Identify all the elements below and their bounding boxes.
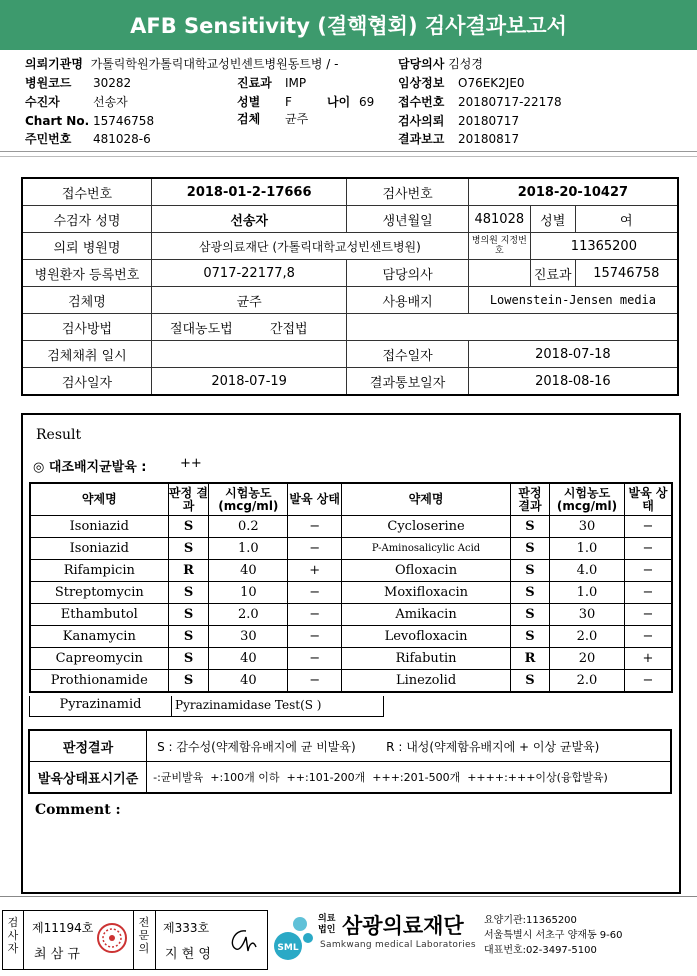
hdr-value: 김성경 bbox=[448, 57, 483, 71]
judgement: S bbox=[510, 538, 549, 560]
pza-result: Pyrazinamidase Test(S ) bbox=[175, 698, 322, 712]
hdr-label: 수진자 bbox=[25, 95, 60, 109]
hdr-value: O76EK2JE0 bbox=[458, 76, 525, 90]
legal-prefix: 의료법인 bbox=[318, 914, 336, 935]
empty-cell bbox=[347, 314, 678, 341]
cell-label: 담당의사 bbox=[347, 260, 468, 287]
sml-logo-icon bbox=[270, 912, 316, 962]
concentration: 40 bbox=[209, 648, 288, 670]
drug-name: P-Aminosalicylic Acid bbox=[342, 538, 511, 560]
cell-label: 사용배지 bbox=[347, 287, 468, 314]
hdr-label: 주민번호 bbox=[25, 132, 72, 146]
growth: − bbox=[624, 626, 672, 648]
inspector-label: 검사자 bbox=[7, 916, 19, 955]
growth-text: -:균비발육 +:100개 이하 ++:101-200개 +++:201-500개 ++++:+++이상(융합발육) bbox=[147, 762, 671, 794]
growth: − bbox=[288, 670, 342, 693]
date-of-birth: 481028 bbox=[468, 206, 530, 233]
hdr-label: 담당의사 bbox=[398, 57, 445, 71]
test-method bbox=[151, 314, 346, 341]
concentration: 30 bbox=[550, 604, 625, 626]
hdr-value: 69 bbox=[359, 95, 375, 109]
drug-name: Moxifloxacin bbox=[342, 582, 511, 604]
table-row bbox=[30, 604, 672, 626]
notify-date: 2018-08-16 bbox=[468, 368, 678, 396]
hdr-value: 481028-6 bbox=[93, 132, 151, 146]
judgement: S bbox=[510, 516, 549, 538]
hdr-value: IMP bbox=[285, 76, 307, 90]
hdr-label: 임상정보 bbox=[398, 76, 445, 90]
cell-label: 의뢰 병원명 bbox=[22, 233, 151, 260]
method-absolute: 절대농도법 bbox=[169, 321, 233, 337]
patient-sex: 여 bbox=[575, 206, 678, 233]
doctor-cell bbox=[156, 911, 266, 969]
hdr-value: 20180717-22178 bbox=[458, 95, 562, 109]
pza-row bbox=[29, 696, 384, 717]
doctor-label-cell bbox=[134, 911, 156, 969]
hdr-value: 15746758 bbox=[93, 114, 155, 128]
header-row-2b bbox=[237, 76, 306, 91]
concentration: 0.2 bbox=[209, 516, 288, 538]
header-row-5c bbox=[398, 132, 519, 147]
cell-label: 접수일자 bbox=[347, 341, 468, 368]
growth-label: 발육상태표시기준 bbox=[29, 762, 147, 794]
judgement: S bbox=[168, 604, 209, 626]
col-header: 판정 결과 bbox=[168, 483, 209, 516]
hospital-code: 11365200 bbox=[530, 233, 678, 260]
concentration: 2.0 bbox=[550, 670, 625, 693]
table-row bbox=[30, 560, 672, 582]
cell-label: 검사방법 bbox=[22, 314, 151, 341]
cell-label: 접수번호 bbox=[22, 178, 151, 206]
header-row-2a bbox=[25, 76, 131, 91]
growth: − bbox=[624, 560, 672, 582]
judgement: S bbox=[168, 582, 209, 604]
growth: − bbox=[288, 516, 342, 538]
hdr-value: 20180717 bbox=[458, 114, 520, 128]
header-divider bbox=[0, 156, 697, 157]
control-label: ◎ 대조배지균발육 : bbox=[33, 460, 147, 475]
drug-name: Amikacin bbox=[342, 604, 511, 626]
growth: − bbox=[624, 582, 672, 604]
cell-label: 생년월일 bbox=[347, 206, 468, 233]
org-name: 삼광의료재단 bbox=[342, 914, 464, 938]
growth: + bbox=[624, 648, 672, 670]
hdr-label: 검체 bbox=[237, 112, 261, 126]
table-row bbox=[30, 538, 672, 560]
drug-name: Capreomycin bbox=[30, 648, 168, 670]
col-header: 시험농도 (mcg/ml) bbox=[209, 483, 288, 516]
col-header: 시험농도 (mcg/ml) bbox=[550, 483, 625, 516]
col-header: 발육 상태 bbox=[288, 483, 342, 516]
concentration: 20 bbox=[550, 648, 625, 670]
concentration: 10 bbox=[209, 582, 288, 604]
collection-date bbox=[151, 341, 346, 368]
cell-label: 병의원 지정번호 bbox=[468, 233, 530, 260]
col-header: 약제명 bbox=[30, 483, 168, 516]
hdr-label: 나이 bbox=[327, 95, 351, 109]
table-row bbox=[30, 516, 672, 538]
drug-name: Isoniazid bbox=[30, 516, 168, 538]
received-date: 2018-07-18 bbox=[468, 341, 678, 368]
judgement: S bbox=[510, 670, 549, 693]
cell-label: 수검자 성명 bbox=[22, 206, 151, 233]
signature-box bbox=[2, 910, 268, 970]
department: 15746758 bbox=[575, 260, 678, 287]
org-address: 서울특별시 서초구 양재동 9-60 bbox=[484, 930, 623, 941]
hdr-value: 가톨릭학원가톨릭대학교성빈센트병원 bbox=[90, 57, 288, 71]
col-header: 약제명 bbox=[342, 483, 511, 516]
col-header: 판정 결과 bbox=[510, 483, 549, 516]
hdr-value: 30282 bbox=[93, 76, 132, 90]
hdr-label: 진료과 bbox=[237, 76, 272, 90]
header-divider bbox=[0, 151, 697, 152]
drug-name: Ethambutol bbox=[30, 604, 168, 626]
judge-text: S : 감수성(약제함유배지에 균 비발육) R : 내성(약제함유배지에 + 이상 균발육) bbox=[147, 730, 671, 762]
concentration: 40 bbox=[209, 560, 288, 582]
cell-label: 검사번호 bbox=[347, 178, 468, 206]
judgement: S bbox=[510, 560, 549, 582]
doctor-number: 제333호 bbox=[163, 921, 210, 935]
hdr-label: Chart No. bbox=[25, 114, 90, 128]
hdr-value: F bbox=[285, 95, 292, 109]
hdr-label: 의뢰기관명 bbox=[25, 57, 83, 71]
cell-label: 진료과 bbox=[530, 260, 575, 287]
hdr-label: 성별 bbox=[237, 95, 261, 109]
seal-icon bbox=[96, 922, 128, 954]
org-code: 요양기관:11365200 bbox=[484, 915, 577, 926]
inspector-cell bbox=[24, 911, 134, 969]
comment-label: Comment : bbox=[35, 802, 121, 818]
drug-name: Levofloxacin bbox=[342, 626, 511, 648]
judgement: S bbox=[168, 648, 209, 670]
test-date: 2018-07-19 bbox=[151, 368, 346, 396]
doctor-label: 전문의 bbox=[138, 916, 150, 955]
receipt-number: 2018-01-2-17666 bbox=[151, 178, 346, 206]
growth: − bbox=[624, 604, 672, 626]
cell-label: 검체명 bbox=[22, 287, 151, 314]
concentration: 1.0 bbox=[209, 538, 288, 560]
hdr-value: 균주 bbox=[285, 112, 309, 126]
concentration: 1.0 bbox=[550, 538, 625, 560]
report-title: AFB Sensitivity (결핵협회) 검사결과보고서 bbox=[130, 14, 567, 38]
header-row-3b bbox=[237, 95, 374, 110]
table-row bbox=[30, 670, 672, 693]
header-doctor bbox=[398, 57, 483, 72]
drug-name: Ofloxacin bbox=[342, 560, 511, 582]
specimen: 균주 bbox=[151, 287, 346, 314]
footer-divider bbox=[0, 896, 697, 897]
drug-name: Kanamycin bbox=[30, 626, 168, 648]
drug-name: Linezolid bbox=[342, 670, 511, 693]
concentration: 1.0 bbox=[550, 582, 625, 604]
hdr-label: 검사의뢰 bbox=[398, 114, 445, 128]
growth: − bbox=[624, 670, 672, 693]
patient-info-table bbox=[21, 177, 679, 396]
org-english-name: Samkwang medical Laboratories bbox=[320, 940, 476, 950]
header-row-4c bbox=[398, 114, 519, 129]
hdr-ward: 동트병 / - bbox=[287, 57, 339, 71]
drug-name: Isoniazid bbox=[30, 538, 168, 560]
hospital-name: 삼광의료재단 (가톨릭대학교성빈센트병원) bbox=[151, 233, 468, 260]
concentration: 40 bbox=[209, 670, 288, 693]
result-title: Result bbox=[36, 427, 82, 443]
doctor-signature-name: 지 현 영 bbox=[165, 947, 211, 962]
legend-table bbox=[28, 729, 672, 794]
cell-label: 검체채취 일시 bbox=[22, 341, 151, 368]
drug-name: Streptomycin bbox=[30, 582, 168, 604]
growth: + bbox=[288, 560, 342, 582]
cell-label: 병원환자 등록번호 bbox=[22, 260, 151, 287]
header-row-5a bbox=[25, 132, 151, 147]
concentration: 30 bbox=[209, 626, 288, 648]
cell-label: 결과통보일자 bbox=[347, 368, 468, 396]
inspector-label-cell bbox=[3, 911, 24, 969]
pza-drug: Pyrazinamid bbox=[30, 696, 172, 716]
header-row-1 bbox=[25, 57, 338, 72]
method-indirect: 간접법 bbox=[269, 321, 308, 337]
concentration: 30 bbox=[550, 516, 625, 538]
concentration: 2.0 bbox=[209, 604, 288, 626]
growth: − bbox=[288, 626, 342, 648]
header-row-3a bbox=[25, 95, 128, 110]
culture-medium: Lowenstein-Jensen media bbox=[468, 287, 678, 314]
judgement: R bbox=[510, 648, 549, 670]
table-row bbox=[30, 648, 672, 670]
growth: − bbox=[288, 582, 342, 604]
control-value: ++ bbox=[180, 456, 202, 471]
judgement: S bbox=[168, 626, 209, 648]
concentration: 4.0 bbox=[550, 560, 625, 582]
signature-icon bbox=[226, 925, 260, 955]
concentration: 2.0 bbox=[550, 626, 625, 648]
drug-name: Rifabutin bbox=[342, 648, 511, 670]
cell-label: 성별 bbox=[530, 206, 575, 233]
growth: − bbox=[624, 538, 672, 560]
hdr-label: 접수번호 bbox=[398, 95, 445, 109]
patient-name: 선송자 bbox=[151, 206, 346, 233]
table-row bbox=[30, 626, 672, 648]
growth: − bbox=[288, 604, 342, 626]
header-row-4b bbox=[237, 112, 308, 127]
registration-number: 0717-22177,8 bbox=[151, 260, 346, 287]
judgement: S bbox=[168, 516, 209, 538]
growth: − bbox=[624, 516, 672, 538]
header-row-3c bbox=[398, 95, 562, 110]
judgement: S bbox=[510, 582, 549, 604]
hdr-label: 병원코드 bbox=[25, 76, 72, 90]
judge-label: 판정결과 bbox=[29, 730, 147, 762]
test-number: 2018-20-10427 bbox=[468, 178, 678, 206]
judgement: S bbox=[510, 626, 549, 648]
header-row-4a bbox=[25, 114, 154, 129]
header-row-2c bbox=[398, 76, 525, 91]
hdr-value: 선송자 bbox=[93, 95, 128, 109]
judgement: S bbox=[168, 670, 209, 693]
hdr-label: 결과보고 bbox=[398, 132, 445, 146]
logo-mark-text: SML bbox=[277, 943, 299, 953]
inspector-number: 제11194호 bbox=[32, 921, 94, 935]
cell-label: 검사일자 bbox=[22, 368, 151, 396]
hdr-value: 20180817 bbox=[458, 132, 520, 146]
table-row bbox=[30, 582, 672, 604]
drug-name: Prothionamide bbox=[30, 670, 168, 693]
drug-name: Rifampicin bbox=[30, 560, 168, 582]
growth: − bbox=[288, 538, 342, 560]
drug-name: Cycloserine bbox=[342, 516, 511, 538]
org-phone: 대표번호:02-3497-5100 bbox=[484, 945, 597, 956]
judgement: S bbox=[168, 538, 209, 560]
judgement: S bbox=[510, 604, 549, 626]
judgement: R bbox=[168, 560, 209, 582]
col-header: 발육 상태 bbox=[624, 483, 672, 516]
growth: − bbox=[288, 648, 342, 670]
doctor-name bbox=[468, 260, 530, 287]
inspector-name: 최 삼 규 bbox=[34, 947, 80, 962]
drug-sensitivity-table bbox=[29, 482, 673, 693]
